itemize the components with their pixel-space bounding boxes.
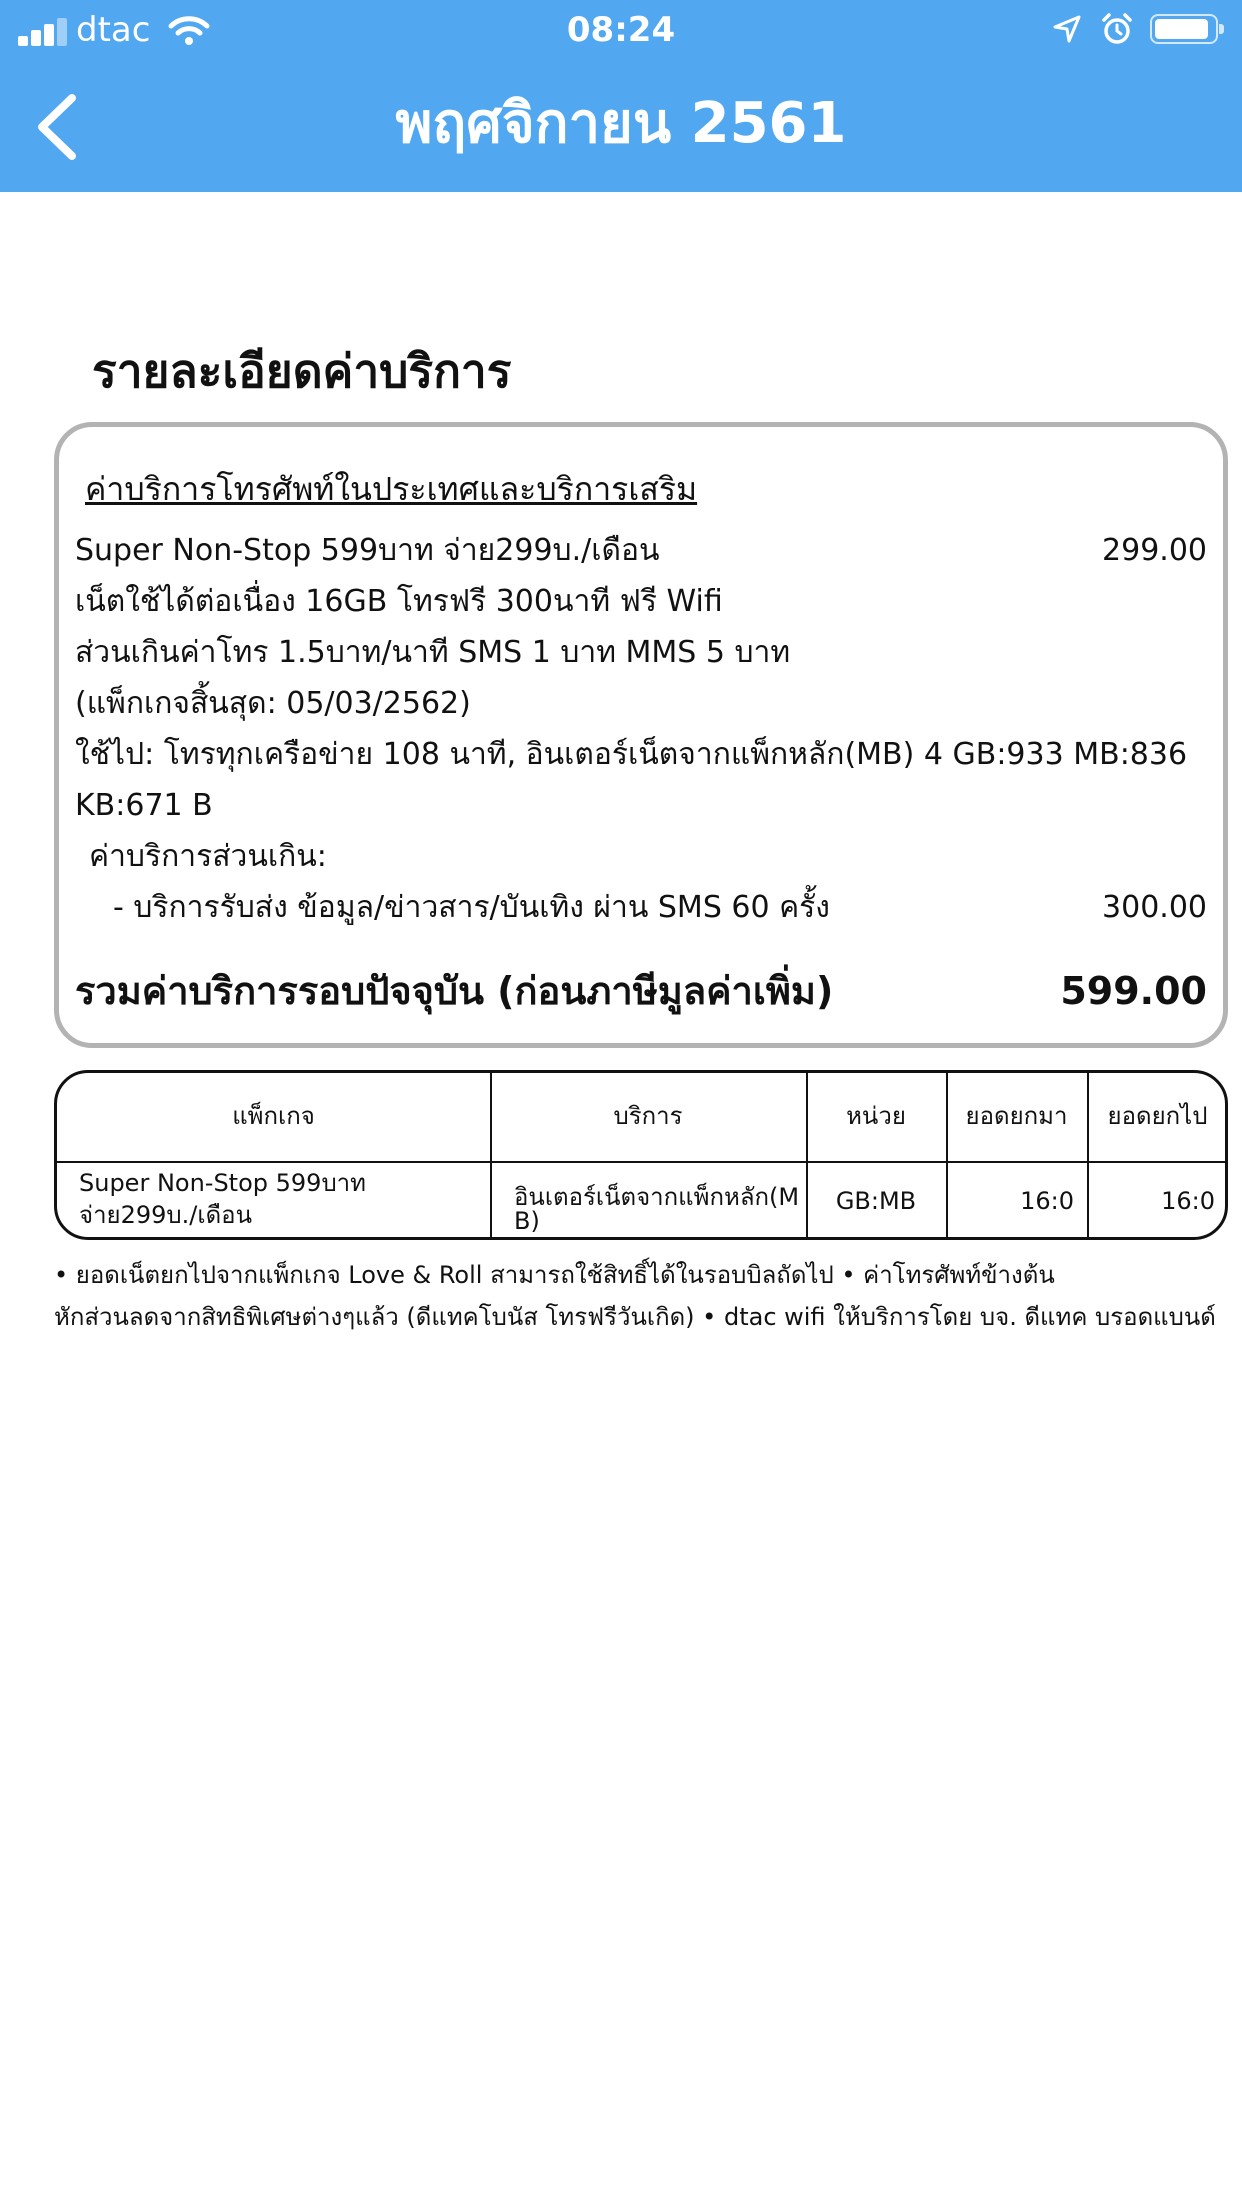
battery-icon <box>1150 14 1218 44</box>
table-header-unit: หน่วย <box>846 1102 906 1130</box>
alarm-clock-icon <box>1100 12 1134 50</box>
table-cell-package: Super Non-Stop 599บาท จ่าย299บ./เดือน <box>79 1169 366 1229</box>
footnote <box>54 1254 1228 1338</box>
total-amount: 599.00 <box>1060 969 1207 1013</box>
extra-charges-label: ค่าบริการส่วนเกิน: <box>89 839 327 874</box>
status-time: 08:24 <box>566 10 676 50</box>
table-cell-service: อินเตอร์เน็ตจากแพ็กหลัก(M B) <box>514 1183 800 1235</box>
table-header-carried-forward: ยอดยกไป <box>1107 1102 1208 1130</box>
location-arrow-icon <box>1052 14 1082 48</box>
footnote-line: • ยอดเน็ตยกไปจากแพ็กเกจ Love & Roll สามารถใช้สิทธิ์ได้ในรอบบิลถัดไป • ค่าโทรศัพท์ข้างต้น <box>54 1261 1055 1289</box>
rollover-table <box>54 1070 1228 1240</box>
table-cell-unit: GB:MB <box>835 1187 917 1215</box>
bill-detail-card <box>54 422 1228 1048</box>
usage-summary: ใช้ไป: โทรทุกเครือข่าย 108 นาที, อินเตอร์เน็ตจากแพ็กหลัก(MB) 4 GB:933 MB:836 <box>75 737 1188 772</box>
package-expiry: (แพ็กเกจสิ้นสุด: 05/03/2562) <box>75 686 471 721</box>
package-name: Super Non-Stop 599บาท จ่าย299บ./เดือน <box>75 533 660 568</box>
navigation-bar <box>0 0 1242 192</box>
card-heading: ค่าบริการโทรศัพท์ในประเทศและบริการเสริม <box>85 470 698 508</box>
table-cell-brought-forward: 16:0 <box>1020 1187 1074 1215</box>
table-header-service: บริการ <box>613 1102 683 1130</box>
package-description: เน็ตใช้ได้ต่อเนื่อง 16GB โทรฟรี 300นาที ฟรี Wifi <box>75 584 723 619</box>
overage-rates: ส่วนเกินค่าโทร 1.5บาท/นาที SMS 1 บาท MMS 5 บาท <box>75 635 791 670</box>
table-header-package: แพ็กเกจ <box>232 1102 315 1130</box>
extra-charge-item: - บริการรับส่ง ข้อมูล/ข่าวสาร/บันเทิง ผ่าน SMS 60 ครั้ง <box>113 890 830 925</box>
status-bar <box>0 0 1242 62</box>
table-cell-carried-forward: 16:0 <box>1161 1187 1215 1215</box>
footnote-line: หักส่วนลดจากสิทธิพิเศษต่างๆแล้ว (ดีแทคโบนัส โทรฟรีวันเกิด) • dtac wifi ให้บริการโดย บจ. ดีแทค บรอดแบนด์ <box>54 1303 1216 1331</box>
extra-charge-amount: 300.00 <box>1102 890 1207 925</box>
total-label: รวมค่าบริการรอบปัจจุบัน (ก่อนภาษีมูลค่าเพิ่ม) <box>75 969 834 1013</box>
package-amount: 299.00 <box>1102 533 1207 568</box>
page-title: พฤศจิกายน 2561 <box>395 91 847 156</box>
table-header-brought-forward: ยอดยกมา <box>965 1102 1068 1130</box>
usage-summary-continued: KB:671 B <box>75 788 213 823</box>
section-title: รายละเอียดค่าบริการ <box>92 344 512 398</box>
carrier-name: dtac <box>76 10 151 50</box>
